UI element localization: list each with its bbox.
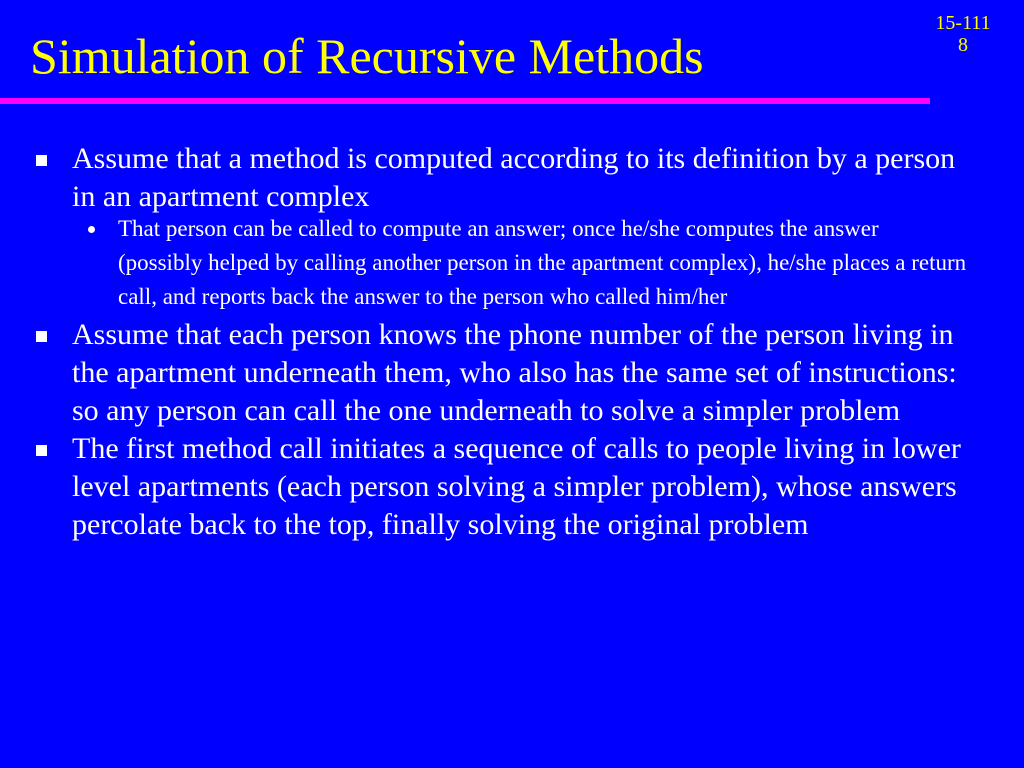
bullet-item [72,430,972,544]
course-code [918,12,1008,56]
square-bullet-icon [36,445,47,456]
bullet-item [72,316,972,430]
slide-content [0,140,1024,544]
bullet-text: The first method call initiates a sequence of calls to people living in lower level apartments (each person solving a simpler problem), whose answers percolate back to the top, finally solving the original problem [72,432,961,541]
slide-title: Simulation of Recursive Methods [30,28,704,84]
square-bullet-icon [36,331,47,342]
course-code-number: 15-111 [935,12,991,34]
slide-number: 8 [958,34,968,56]
round-bullet-icon [88,226,95,233]
title-divider [0,98,930,104]
bullet-item [72,140,972,216]
bullet-text: Assume that each person knows the phone number of the person living in the apartment underneath them, who also has the same set of instructions: so any person can call the one underneath to solve a simpler problem [72,318,957,427]
sub-bullet-text: That person can be called to compute an answer; once he/she computes the answer (possibly helped by calling another person in the apartment complex), he/she places a return call, and reports back the answer to the person who called him/her [118,216,967,309]
bullet-text: Assume that a method is computed according to its definition by a person in an apartment complex [72,142,956,213]
sub-bullet-item [118,212,968,314]
square-bullet-icon [36,155,47,166]
